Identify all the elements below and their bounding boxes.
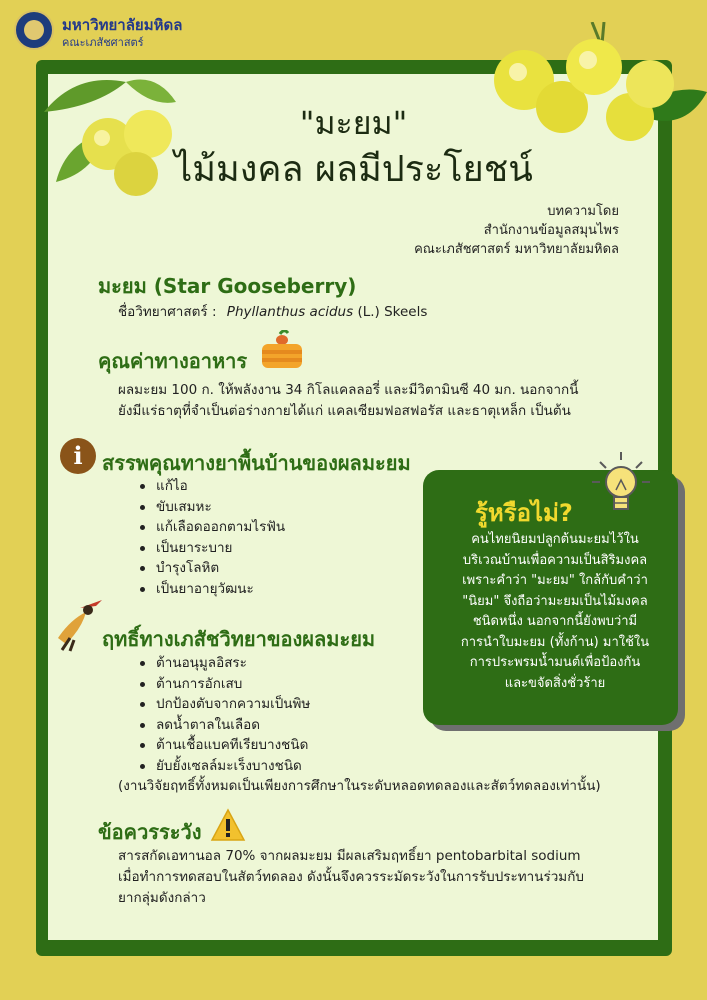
list-item: ต้านการอักเสบ [140, 674, 310, 695]
list-item: ยับยั้งเซลล์มะเร็งบางชนิด [140, 756, 310, 777]
list-item: ปกป้องตับจากความเป็นพิษ [140, 694, 310, 715]
did-you-know-line: การนำใบมะยม (ทั้งก้าน) มาใช้ใน [460, 634, 650, 650]
credit-faculty: คณะเภสัชศาสตร์ มหาวิทยาลัยมหิดล [414, 242, 619, 257]
list-item: บำรุงโลหิต [140, 558, 285, 579]
logo-emblem-icon [24, 20, 44, 40]
credit-office: สำนักงานข้อมูลสมุนไพร [483, 223, 619, 238]
nutrition-line-2: ยังมีแร่ธาตุที่จำเป็นต่อร่างกายได้แก่ แคลเซียมฟอสฟอรัส และธาตุเหล็ก เป็นต้น [118, 403, 571, 419]
nutrition-line-1: ผลมะยม 100 ก. ให้พลังงาน 34 กิโลแคลลอรี่ และมีวิตามินซี 40 มก. นอกจากนี้ [118, 382, 579, 398]
warning-icon [210, 808, 246, 842]
did-you-know-line: และขจัดสิ่งชั่วร้าย [504, 675, 606, 691]
caution-line-1: สารสกัดเอทานอล 70% จากผลมะยม มีผลเสริมฤทธิ์ยา pentobarbital sodium [118, 848, 581, 864]
pharma-list [140, 653, 310, 776]
sci-author: (L.) Skeels [357, 304, 428, 320]
did-you-know-line: คนไทยนิยมปลูกต้นมะยมไว้ใน [471, 532, 639, 547]
folk-list [140, 476, 285, 599]
food-basket-icon [258, 330, 306, 372]
did-you-know-line: เพราะคำว่า "มะยม" ใกล้กับคำว่า [462, 573, 648, 588]
info-icon: i [60, 438, 96, 474]
list-item: ต้านเชื้อแบคทีเรียบางชนิด [140, 735, 310, 756]
did-you-know-line: ชนิดหนึ่ง นอกจากนี้ยังพบว่ามี [472, 614, 638, 629]
list-item: ต้านอนุมูลอิสระ [140, 653, 310, 674]
credit-by: บทความโดย [547, 204, 619, 219]
lightbulb-icon [590, 450, 652, 520]
did-you-know-line: การประพรมน้ำมนต์เพื่อป้องกัน [469, 655, 641, 670]
faculty-name: คณะเภสัชศาสตร์ [62, 36, 144, 49]
list-item: แก้เลือดออกตามไรฟัน [140, 517, 285, 538]
list-item: เป็นยาระบาย [140, 538, 285, 559]
plant-heading: มะยม (Star Gooseberry) [98, 274, 357, 298]
sci-name-italic: Phyllanthus acidus [226, 304, 354, 320]
poster-title: ไม้มงคล ผลมีประโยชน์ [174, 149, 533, 190]
caution-heading: ข้อควรระวัง [98, 820, 202, 844]
superhero-icon [52, 598, 104, 652]
did-you-know-line: บริเวณบ้านเพื่อความเป็นสิริมงคล [462, 552, 648, 568]
nutrition-heading: คุณค่าทางอาหาร [98, 349, 248, 373]
poster-title-quote: "มะยม" [299, 104, 408, 142]
scientific-name [118, 302, 427, 323]
did-you-know-line: "นิยม" จึงถือว่ามะยมเป็นไม้มงคล [462, 593, 648, 609]
research-note: (งานวิจัยฤทธิ์ทั้งหมดเป็นเพียงการศึกษาในระดับหลอดทดลองและสัตว์ทดลองเท่านั้น) [118, 778, 601, 794]
did-you-know-title: รู้หรือไม่? [475, 499, 573, 527]
caution-line-2: เมื่อทำการทดสอบในสัตว์ทดลอง ดังนั้นจึงควรระมัดระวังในการรับประทานร่วมกับ [118, 869, 584, 885]
folk-heading: สรรพคุณทางยาพื้นบ้านของผลมะยม [102, 451, 411, 475]
caution-line-3: ยากลุ่มดังกล่าว [118, 890, 206, 906]
list-item: แก้ไอ [140, 476, 285, 497]
pharma-heading: ฤทธิ์ทางเภสัชวิทยาของผลมะยม [102, 627, 376, 651]
list-item: ขับเสมหะ [140, 497, 285, 518]
university-name: มหาวิทยาลัยมหิดล [62, 16, 183, 34]
did-you-know-text [440, 530, 670, 694]
list-item: ลดน้ำตาลในเลือด [140, 715, 310, 736]
list-item: เป็นยาอายุวัฒนะ [140, 579, 285, 600]
sci-label: ชื่อวิทยาศาสตร์ : [118, 304, 217, 320]
